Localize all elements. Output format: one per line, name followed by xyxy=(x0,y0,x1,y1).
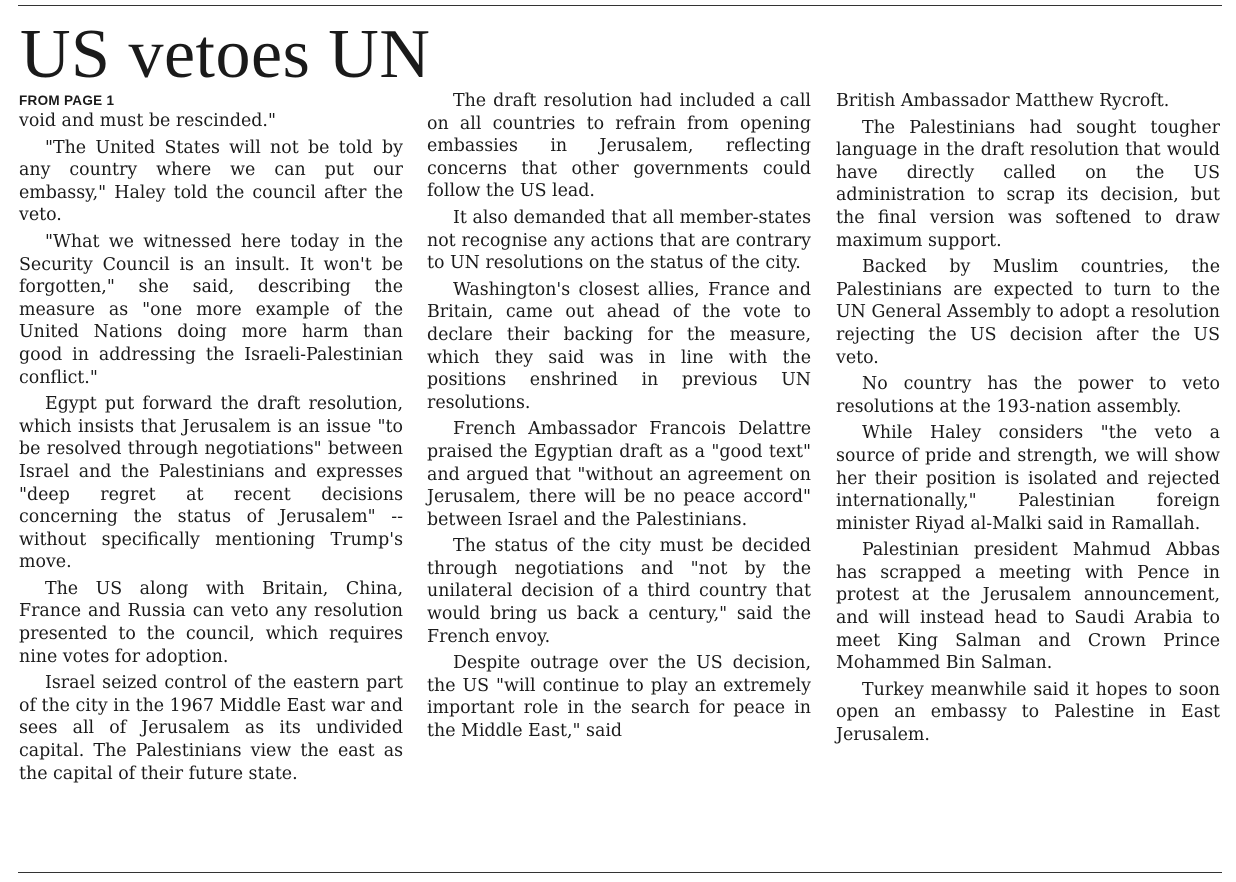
paragraph: The draft resolution had included a call on all countries to refrain from opening embassies in Jerusalem, reflecting concerns that other governments could follow the US lead. xyxy=(427,91,811,202)
paragraph: French Ambassador Francois Delattre praised the Egyptian draft as a "good text" and argued that "without an agreement on Jerusalem, there will be no peace accord" between Israel and the Palestinians. xyxy=(427,419,811,530)
paragraph: Turkey meanwhile said it hopes to soon open an embassy to Palestine in East Jerusalem. xyxy=(836,679,1220,746)
paragraph: The status of the city must be decided through negotiations and "not by the unilateral decision of a third country that would bring us back a century," said the French envoy. xyxy=(427,536,811,647)
paragraph: British Ambassador Matthew Rycroft. xyxy=(836,91,1170,111)
paragraph: The Palestinians had sought tougher language in the draft resolution that would have directly called on the US administration to scrap its decision, but the final version was softened to draw maximum support. xyxy=(836,117,1220,251)
column-1 xyxy=(19,90,403,789)
paragraph: "The United States will not be told by any country where we can put our embassy," Haley told the council after the veto. xyxy=(19,137,403,226)
bottom-rule xyxy=(18,872,1222,873)
paragraph: Despite outrage over the US decision, the US "will continue to play an extremely important role in the search for peace in the Middle East," said xyxy=(427,653,811,742)
column-3 xyxy=(836,90,1220,751)
paragraph: Backed by Muslim countries, the Palestinians are expected to turn to the UN General Assembly to adopt a resolution rejecting the US decision after the US veto. xyxy=(836,257,1220,368)
kicker: FROM PAGE 1 xyxy=(19,93,115,108)
headline: US vetoes UN xyxy=(20,16,431,93)
paragraph: No country has the power to veto resolutions at the 193-nation assembly. xyxy=(836,374,1220,417)
paragraph: Palestinian president Mahmud Abbas has scrapped a meeting with Pence in protest at the Jerusalem announcement, and will instead head to Saudi Arabia to meet King Salman and Crown Prince Mohammed Bin Salman. xyxy=(836,540,1220,674)
paragraph: "What we witnessed here today in the Security Council is an insult. It won't be forgotten," she said, describing the measure as "one more example of the United Nations doing more harm than good in addressing the Israeli-Palestinian conflict." xyxy=(19,231,403,388)
column-2 xyxy=(427,90,811,747)
paragraph: Israel seized control of the eastern part of the city in the 1967 Middle East war and sees all of Jerusalem as its undivided capital. The Palestinians view the east as the capital of their future state. xyxy=(19,673,403,784)
paragraph: Washington's closest allies, France and Britain, came out ahead of the vote to declare their backing for the measure, which they said was in line with the positions enshrined in previous UN resolutions. xyxy=(427,279,811,413)
paragraph: While Haley considers "the veto a source of pride and strength, we will show her their position is isolated and rejected internationally," Palestinian foreign minister Riyad al-Malki said in Ramallah. xyxy=(836,423,1220,534)
paragraph: Egypt put forward the draft resolution, which insists that Jerusalem is an issue "to be resolved through negotiations" between Israel and the Palestinians and expresses "deep regret at recent decisions concerning the status of Jerusalem" -- without specifically mentioning Trump's move. xyxy=(19,394,403,573)
paragraph: The US along with Britain, China, France and Russia can veto any resolution presented to the council, which requires nine votes for adoption. xyxy=(19,578,403,667)
top-rule xyxy=(18,5,1222,6)
paragraph: It also demanded that all member-states not recognise any actions that are contrary to UN resolutions on the status of the city. xyxy=(427,207,811,274)
paragraph: void and must be rescinded." xyxy=(19,111,276,131)
